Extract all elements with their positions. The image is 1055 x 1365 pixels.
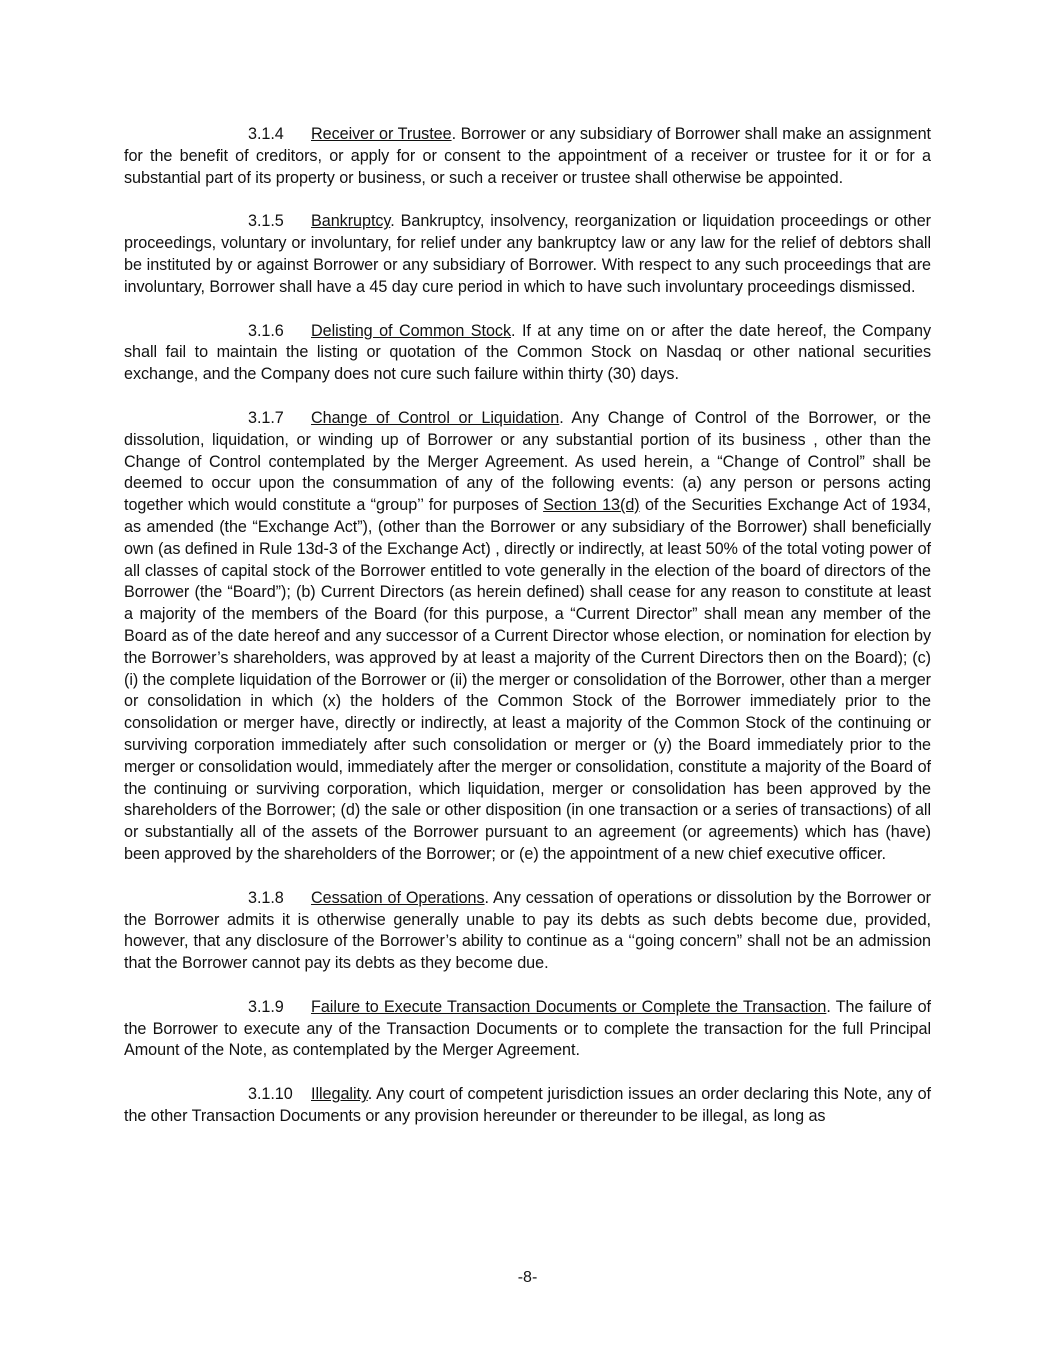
section-heading: Delisting of Common Stock: [311, 321, 512, 340]
section-body: . If at any time on or after the date hereof, the Company shall fail to maintain the listing or quotation of the Common Stock on Nasdaq or other national securities exchange, and the Company does not cure such failure within thirty (30) days.: [124, 321, 931, 384]
section-3-1-4: [124, 124, 931, 189]
section-heading: Receiver or Trustee: [311, 125, 452, 143]
section-number: 3.1.10: [248, 1085, 293, 1104]
section-heading: Failure to Execute Transaction Documents or Complete the Transaction: [311, 997, 827, 1016]
page-number: -8-: [517, 1269, 538, 1286]
section-heading: Bankruptcy: [311, 212, 391, 231]
section-body: . Any court of competent jurisdiction issues an order declaring this Note, any of the other Transaction Documents or any provision hereunder or thereunder to be illegal, as long as: [124, 1085, 931, 1126]
section-body-pre: . Any Change of Control of the Borrower, or the dissolution, liquidation, or winding up of Borrower or any substantial portion of its business , other than the Change of Control contemplated by the Merger Agreement. As used herein, a “Change of Control” shall be deemed to occur upon the consummation of any of the following events: (a) any person or persons acting together which would constitute a “group’’ for purposes of: [124, 408, 931, 515]
section-number: 3.1.7: [248, 408, 284, 427]
section-body-post: of the Securities Exchange Act of 1934, as amended (the “Exchange Act”), (other than the Borrower or any subsidiary of the Borrower) shall beneficially own (as defined in Rule 13d-3 of the Exchange Act) , directly or indirectly, at least 50% of the total voting power of all classes of capital stock of the Borrower entitled to vote generally in the election of the board of directors of the Borrower (the “Board”); (b) Current Directors (as herein defined) shall cease for any reason to constitute at least a majority of the members of the Board (for this purpose, a “Current Director” shall mean any member of the Board as of the date hereof and any successor of a Current Director whose election, or nomination for election by the Borrower’s shareholders, was approved by at least a majority of the Current Directors then on the Board); (c) (i) the complete liquidation of the Borrower or (ii) the merger or consolidation of the Borrower, other than a merger or consolidation in which (x) the holders of the Common Stock of the Borrower immediately prior to the consolidation or merger have, directly or indirectly, at least a majority of the Common Stock of the continuing or surviving corporation immediately after such consolidation or merger or (y) the Board immediately prior to the merger or consolidation would, immediately after the merger or consolidation, constitute a majority of the Board of the continuing or surviving corporation, which liquidation, merger or consolidation has been approved by the shareholders of the Borrower; (d) the sale or other disposition (in one transaction or a series of transactions) of all or substantially all of the assets of the Borrower pursuant to an agreement (or agreements) which has (have) been approved by the shareholders of the Borrower; or (e) the appointment of a new chief executive officer.: [124, 496, 931, 863]
section-3-1-7: [124, 408, 931, 866]
section-3-1-9: [124, 997, 931, 1062]
section-heading: Change of Control or Liquidation: [311, 408, 560, 427]
section-3-1-5: [124, 211, 931, 298]
section-number: 3.1.4: [248, 125, 284, 143]
section-heading: Cessation of Operations: [311, 888, 485, 907]
section-number: 3.1.5: [248, 212, 284, 231]
section-number: 3.1.9: [248, 997, 284, 1016]
page-body: [124, 124, 931, 1150]
section-number: 3.1.6: [248, 321, 284, 340]
section-heading: Illegality: [311, 1085, 368, 1104]
section-number: 3.1.8: [248, 888, 284, 907]
section-body: . The failure of the Borrower to execute any of the Transaction Documents or to complete the transaction for the full Principal Amount of the Note, as contemplated by the Merger Agreement.: [124, 997, 931, 1060]
section-body: . Bankruptcy, insolvency, reorganization or liquidation proceedings or other proceedings, voluntary or involuntary, for relief under any bankruptcy law or any law for the relief of debtors shall be instituted by or against Borrower or any subsidiary of Borrower. With respect to any such proceedings that are involuntary, Borrower shall have a 45 day cure period in which to have such involuntary proceedings dismissed.: [124, 212, 931, 296]
section-3-1-10: [124, 1084, 931, 1128]
section-3-1-8: [124, 888, 931, 975]
section-body: . Borrower or any subsidiary of Borrower shall make an assignment for the benefit of creditors, or apply for or consent to the appointment of a receiver or trustee for it or for a substantial part of its property or business, or such a receiver or trustee shall otherwise be appointed.: [124, 125, 932, 187]
section-reference-link: Section 13(d): [543, 496, 640, 515]
section-body: . Any cessation of operations or dissolution by the Borrower or the Borrower admits it is otherwise generally unable to pay its debts as such debts become due, provided, however, that any disclosure of the Borrower’s ability to continue as a ‘‘going concern” shall not be an admission that the Borrower cannot pay its debts as they become due.: [124, 888, 932, 973]
section-3-1-6: [124, 321, 931, 386]
